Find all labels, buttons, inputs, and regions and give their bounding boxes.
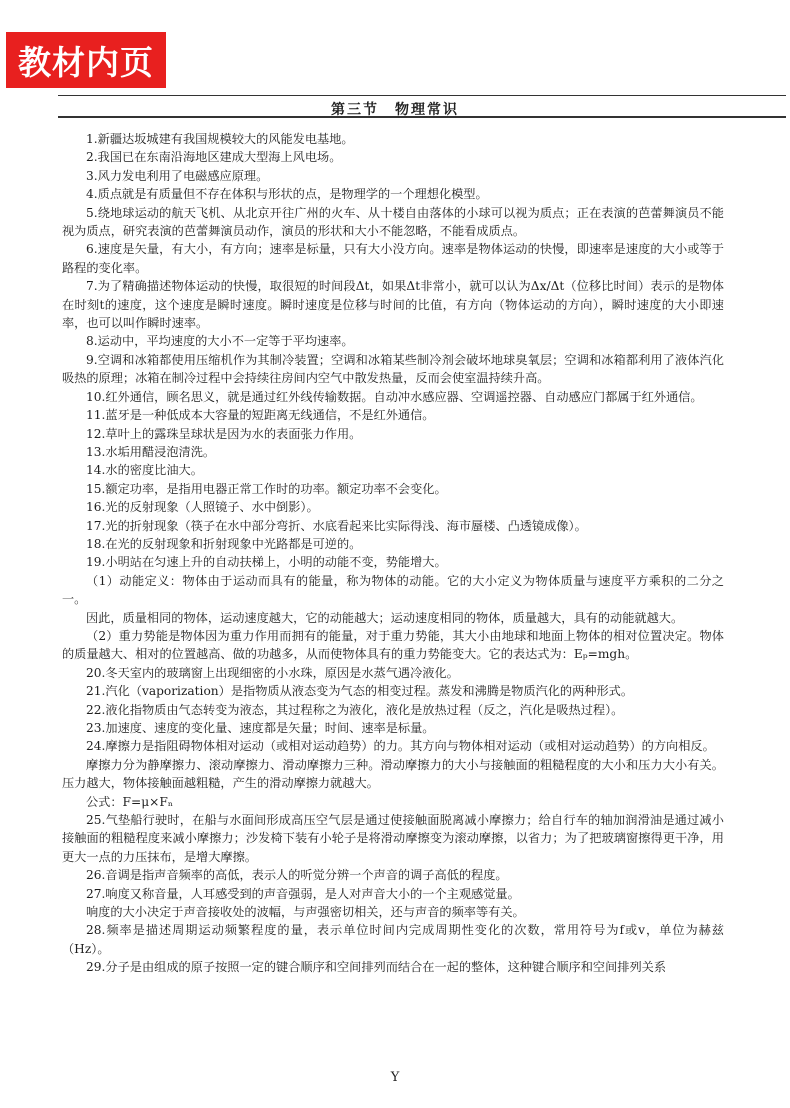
header-rule <box>58 95 786 96</box>
paragraph: 响度的大小决定于声音接收处的波幅，与声强密切相关，还与声音的频率等有关。 <box>86 905 525 920</box>
paragraph: 10.红外通信，顾名思义，就是通过红外线传输数据。自动冲水感应器、空调遥控器、自动感应门都属于红外通信。 <box>86 389 703 404</box>
paragraph: 19.小明站在匀速上升的自动扶梯上，小明的动能不变，势能增大。 <box>86 555 447 570</box>
header-rule-bottom <box>58 116 786 118</box>
paragraph: 15.额定功率，是指用电器正常工作时的功率。额定功率不会变化。 <box>86 481 447 496</box>
paragraph: 21.汽化（vaporization）是指物质从液态变为气态的相变过程。蒸发和沸腾是物质汽化的两种形式。 <box>86 684 634 699</box>
paragraph: 3.风力发电利用了电磁感应原理。 <box>86 168 269 183</box>
paragraph: 13.水垢用醋浸泡清洗。 <box>86 444 216 459</box>
body-text <box>62 130 724 977</box>
paragraph: 公式：F=μ×Fₙ <box>86 794 174 809</box>
paragraph: 23.加速度、速度的变化量、速度都是矢量；时间、速率是标量。 <box>86 721 435 735</box>
paragraph: （2）重力势能是物体因为重力作用而拥有的能量，对于重力势能，其大小由地球和地面上物体的相对位置决定。物体的质量越大、相对的位置越高、做的功越多，从而使物体具有的重力势能变大。它的表达式为：Eₚ=mgh。 <box>62 628 724 662</box>
paragraph: 18.在光的反射现象和折射现象中光路都是可逆的。 <box>86 536 362 551</box>
page-type-badge: 教材内页 <box>6 32 166 88</box>
paragraph: 28.频率是描述周期运动频繁程度的量，表示单位时间内完成周期性变化的次数，常用符号为f或v，单位为赫兹（Hz）。 <box>62 923 724 956</box>
paragraph: 25.气垫船行驶时，在船与水面间形成高压空气层是通过使接触面脱离减小摩擦力；给自行车的轴加润滑油是通过减小接触面的粗糙程度来减小摩擦力；沙发椅下装有小轮子是将滑动摩擦变为滚动摩擦，以省力；为了把玻璃窗擦得更干净，用更大一点的力压抹布，是增大摩擦。 <box>62 813 724 864</box>
paragraph: 因此，质量相同的物体，运动速度越大，它的动能越大；运动速度相同的物体，质量越大，具有的动能就越大。 <box>86 610 684 625</box>
paragraph: 14.水的密度比油大。 <box>86 463 203 478</box>
page-number: Y <box>390 1070 400 1085</box>
paragraph: 24.摩擦力是指阻碍物体相对运动（或相对运动趋势）的力。其方向与物体相对运动（或相对运动趋势）的方向相反。 <box>86 739 715 754</box>
paragraph: 8.运动中，平均速度的大小不一定等于平均速率。 <box>86 334 354 349</box>
paragraph: 16.光的反射现象（人照镜子、水中倒影）。 <box>86 500 319 515</box>
paragraph: 1.新疆达坂城建有我国规模较大的风能发电基地。 <box>86 132 354 146</box>
paragraph: 2.我国已在东南沿海地区建成大型海上风电场。 <box>86 150 342 165</box>
section-title: 第三节 物理常识 <box>331 102 459 118</box>
paragraph: 7.为了精确描述物体运动的快慢，取很短的时间段Δt，如果Δt非常小，就可以认为Δx/Δt（位移比时间）表示的是物体在时刻t的速度，这个速度是瞬时速度。瞬时速度是位移与时间的比值，有方向（物体运动的方向），瞬时速度的大小即速率，也可以叫作瞬时速率。 <box>62 279 724 331</box>
paragraph: （1）动能定义：物体由于运动而具有的能量，称为物体的动能。它的大小定义为物体质量与速度平方乘积的二分之一。 <box>62 573 724 607</box>
paragraph: 29.分子是由组成的原子按照一定的键合顺序和空间排列而结合在一起的整体，这种键合顺序和空间排列关系 <box>86 960 667 975</box>
paragraph: 17.光的折射现象（筷子在水中部分弯折、水底看起来比实际得浅、海市蜃楼、凸透镜成像）。 <box>86 518 587 533</box>
paragraph: 26.音调是指声音频率的高低，表示人的听觉分辨一个声音的调子高低的程度。 <box>86 868 508 883</box>
paragraph: 4.质点就是有质量但不存在体积与形状的点，是物理学的一个理想化模型。 <box>86 187 488 202</box>
paragraph: 11.蓝牙是一种低成本大容量的短距离无线通信，不是红外通信。 <box>86 408 435 423</box>
paragraph: 22.液化指物质由气态转变为液态，其过程称之为液化，液化是放热过程（反之，汽化是吸热过程）。 <box>86 702 624 717</box>
paragraph: 20.冬天室内的玻璃窗上出现细密的小水珠，原因是水蒸气遇冷液化。 <box>86 665 459 680</box>
paragraph: 6.速度是矢量，有大小，有方向；速率是标量，只有大小没方向。速率是物体运动的快慢，即速率是速度的大小或等于路程的变化率。 <box>62 242 724 275</box>
paragraph: 12.草叶上的露珠呈球状是因为水的表面张力作用。 <box>86 426 362 441</box>
paragraph: 5.绕地球运动的航天飞机、从北京开往广州的火车、从十楼自由落体的小球可以视为质点；正在表演的芭蕾舞演员不能视为质点，研究表演的芭蕾舞演员动作，演员的形状和大小不能忽略，不能看成质点。 <box>62 205 724 239</box>
paragraph: 27.响度又称音量，人耳感受到的声音强弱，是人对声音大小的一个主观感觉量。 <box>86 886 520 901</box>
paragraph: 摩擦力分为静摩擦力、滚动摩擦力、滑动摩擦力三种。滑动摩擦力的大小与接触面的粗糙程度的大小和压力大小有关。压力越大，物体接触面越粗糙，产生的滑动摩擦力就越大。 <box>62 757 724 791</box>
paragraph: 9.空调和冰箱都使用压缩机作为其制冷装置；空调和冰箱某些制冷剂会破坏地球臭氧层；空调和冰箱都利用了液体汽化吸热的原理；冰箱在制冷过程中会持续往房间内空气中散发热量，反而会使室温持续升高。 <box>62 352 724 386</box>
